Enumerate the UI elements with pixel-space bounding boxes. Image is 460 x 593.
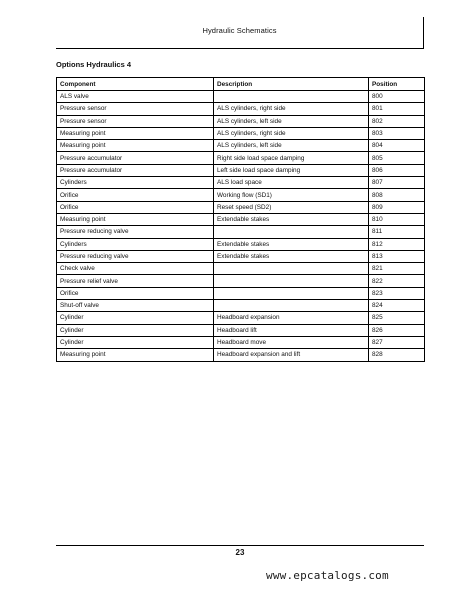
cell-component: Check valve xyxy=(57,263,214,275)
cell-description: Left side load space damping xyxy=(214,164,369,176)
cell-description xyxy=(214,91,369,103)
cell-description xyxy=(214,263,369,275)
cell-component: Cylinders xyxy=(57,238,214,250)
column-header-component: Component xyxy=(57,78,214,91)
cell-position: 800 xyxy=(369,91,425,103)
cell-position: 810 xyxy=(369,213,425,225)
table-row xyxy=(57,226,425,238)
cell-position: 823 xyxy=(369,287,425,299)
table-row xyxy=(57,312,425,324)
cell-component: Pressure accumulator xyxy=(57,152,214,164)
cell-description: ALS cylinders, left side xyxy=(214,140,369,152)
cell-position: 808 xyxy=(369,189,425,201)
cell-component: Measuring point xyxy=(57,213,214,225)
components-table xyxy=(56,77,425,362)
cell-position: 813 xyxy=(369,250,425,262)
cell-position: 809 xyxy=(369,201,425,213)
cell-description: Headboard expansion xyxy=(214,312,369,324)
cell-position: 826 xyxy=(369,324,425,336)
table-row xyxy=(57,201,425,213)
section-title: Options Hydraulics 4 xyxy=(56,60,132,69)
watermark-text: www.epcatalogs.com xyxy=(266,569,389,582)
cell-position: 803 xyxy=(369,127,425,139)
cell-description: Reset speed (SD2) xyxy=(214,201,369,213)
cell-component: Pressure accumulator xyxy=(57,164,214,176)
cell-position: 804 xyxy=(369,140,425,152)
cell-description: Extendable stakes xyxy=(214,213,369,225)
cell-description: Extendable stakes xyxy=(214,238,369,250)
cell-position: 812 xyxy=(369,238,425,250)
cell-component: Pressure reducing valve xyxy=(57,250,214,262)
table-row xyxy=(57,140,425,152)
cell-description: Headboard lift xyxy=(214,324,369,336)
cell-component: Measuring point xyxy=(57,140,214,152)
footer-divider xyxy=(56,545,424,546)
cell-position: 805 xyxy=(369,152,425,164)
cell-component: Orifice xyxy=(57,201,214,213)
table-header-row xyxy=(57,78,425,91)
table-row xyxy=(57,324,425,336)
page-number: 23 xyxy=(235,548,245,557)
table-row xyxy=(57,91,425,103)
cell-position: 821 xyxy=(369,263,425,275)
cell-component: Pressure reducing valve xyxy=(57,226,214,238)
cell-description: Headboard expansion and lift xyxy=(214,349,369,361)
table-row xyxy=(57,115,425,127)
cell-component: ALS valve xyxy=(57,91,214,103)
cell-position: 811 xyxy=(369,226,425,238)
cell-description: ALS cylinders, left side xyxy=(214,115,369,127)
table-row xyxy=(57,152,425,164)
cell-description: Extendable stakes xyxy=(214,250,369,262)
table-row xyxy=(57,250,425,262)
table-row xyxy=(57,127,425,139)
cell-component: Measuring point xyxy=(57,349,214,361)
table-row xyxy=(57,336,425,348)
table-row xyxy=(57,164,425,176)
table-row xyxy=(57,213,425,225)
header-title: Hydraulic Schematics xyxy=(202,26,277,35)
table-body xyxy=(57,91,425,362)
cell-description: ALS cylinders, right side xyxy=(214,103,369,115)
column-header-description: Description xyxy=(214,78,369,91)
cell-position: 827 xyxy=(369,336,425,348)
page-header xyxy=(56,17,424,49)
cell-position: 822 xyxy=(369,275,425,287)
cell-component: Pressure sensor xyxy=(57,115,214,127)
cell-description xyxy=(214,226,369,238)
table-row xyxy=(57,349,425,361)
cell-component: Orifice xyxy=(57,287,214,299)
cell-component: Cylinder xyxy=(57,336,214,348)
table-row xyxy=(57,177,425,189)
cell-description xyxy=(214,275,369,287)
cell-component: Cylinders xyxy=(57,177,214,189)
table-row xyxy=(57,300,425,312)
table-row xyxy=(57,189,425,201)
cell-component: Cylinder xyxy=(57,324,214,336)
cell-component: Cylinder xyxy=(57,312,214,324)
cell-position: 825 xyxy=(369,312,425,324)
cell-position: 802 xyxy=(369,115,425,127)
cell-component: Shut-off valve xyxy=(57,300,214,312)
cell-component: Pressure relief valve xyxy=(57,275,214,287)
cell-position: 801 xyxy=(369,103,425,115)
cell-description: Headboard move xyxy=(214,336,369,348)
cell-description: ALS cylinders, right side xyxy=(214,127,369,139)
cell-description xyxy=(214,300,369,312)
cell-component: Measuring point xyxy=(57,127,214,139)
cell-description: ALS load space xyxy=(214,177,369,189)
table-row xyxy=(57,263,425,275)
column-header-position: Position xyxy=(369,78,425,91)
cell-position: 824 xyxy=(369,300,425,312)
cell-component: Orifice xyxy=(57,189,214,201)
table-row xyxy=(57,238,425,250)
cell-position: 806 xyxy=(369,164,425,176)
cell-position: 807 xyxy=(369,177,425,189)
cell-description: Working flow (SD1) xyxy=(214,189,369,201)
cell-description xyxy=(214,287,369,299)
table-row xyxy=(57,103,425,115)
table-row xyxy=(57,287,425,299)
cell-position: 828 xyxy=(369,349,425,361)
cell-description: Right side load space damping xyxy=(214,152,369,164)
cell-component: Pressure sensor xyxy=(57,103,214,115)
table-row xyxy=(57,275,425,287)
